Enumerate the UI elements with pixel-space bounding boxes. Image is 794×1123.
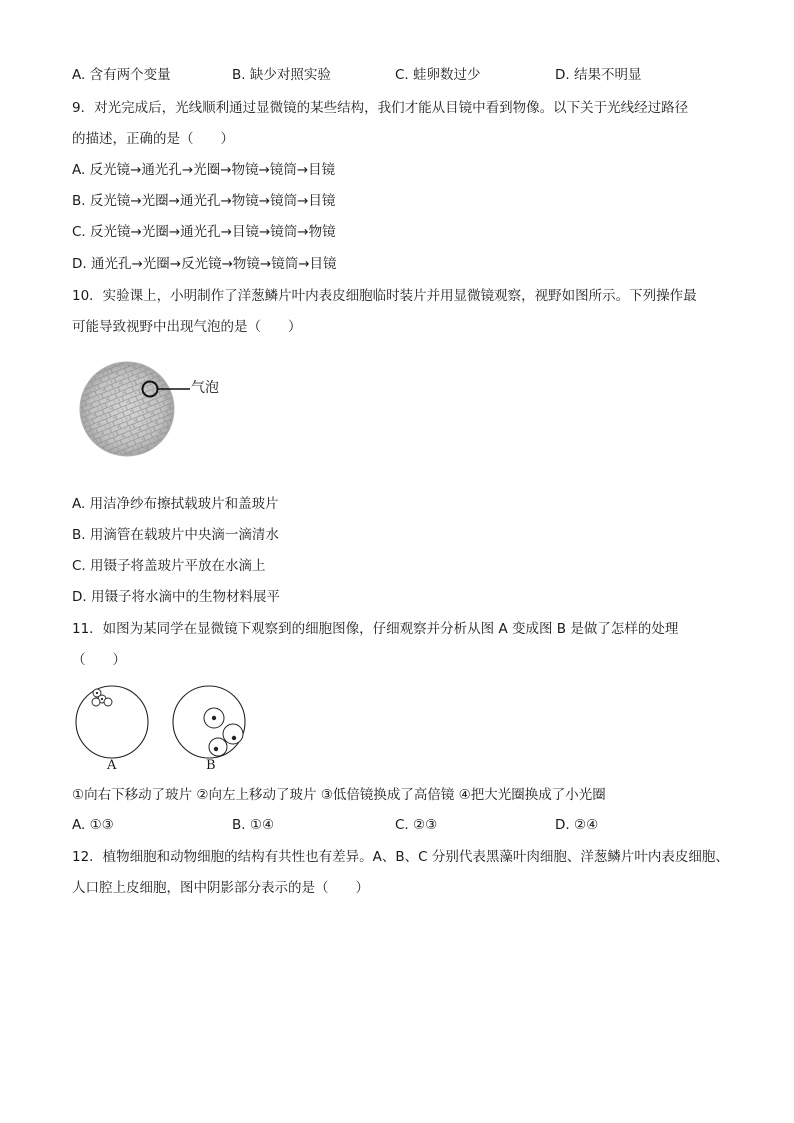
q11-option-c[interactable]: C. ②③	[395, 817, 438, 833]
q9-stem-line1: 9．对光完成后，光线顺利通过显微镜的某些结构，我们才能从目镜中看到物像。以下关于光线经过路径	[72, 100, 689, 116]
q8-option-b[interactable]: B. 缺少对照实验	[232, 67, 331, 83]
q11-stem-line1: 11．如图为某同学在显微镜下观察到的细胞图像，仔细观察并分析从图 A 变成图 B 是做了怎样的处理	[72, 621, 679, 637]
q8-option-c[interactable]: C. 蛙卵数过少	[395, 67, 481, 83]
q9-option-b[interactable]: B. 反光镜→光圈→通光孔→物镜→镜筒→目镜	[72, 193, 336, 209]
q11-option-a[interactable]: A. ①③	[72, 817, 114, 833]
fields-a-b	[72, 682, 262, 778]
q10-option-c[interactable]: C. 用镊子将盖玻片平放在水滴上	[72, 558, 266, 574]
q8-option-d[interactable]: D. 结果不明显	[555, 67, 642, 83]
q11-stem-line2: （ ）	[72, 652, 126, 668]
q9-option-d[interactable]: D. 通光孔→光圈→反光镜→物镜→镜筒→目镜	[72, 256, 337, 272]
onion-cell-microscope-figure	[78, 360, 248, 460]
q10-option-d[interactable]: D. 用镊子将水滴中的生物材料展平	[72, 589, 280, 605]
q11-option-d[interactable]: D. ②④	[555, 817, 599, 833]
q9-option-a[interactable]: A. 反光镜→通光孔→光圈→物镜→镜筒→目镜	[72, 162, 336, 178]
q10-stem-line1: 10．实验课上，小明制作了洋葱鳞片叶内表皮细胞临时装片并用显微镜观察，视野如图所示。下列操作最	[72, 288, 697, 304]
q12-stem-line2: 人口腔上皮细胞，图中阴影部分表示的是（ ）	[72, 880, 369, 896]
q12-stem-line1: 12．植物细胞和动物细胞的结构有共性也有差异。A、B、C 分别代表黑藻叶肉细胞、洋葱鳞片叶内表皮细胞、	[72, 849, 729, 865]
q8-option-a[interactable]: A. 含有两个变量	[72, 67, 171, 83]
q9-option-c[interactable]: C. 反光镜→光圈→通光孔→目镜→镜筒→物镜	[72, 224, 336, 240]
onion-cell-field-of-view	[78, 360, 248, 460]
field-a-circle	[76, 686, 148, 758]
bubble-label: 气泡	[191, 380, 219, 396]
q10-stem-line2: 可能导致视野中出现气泡的是（ ）	[72, 319, 302, 335]
q9-stem-line2: 的描述，正确的是（ ）	[72, 131, 234, 147]
q10-option-b[interactable]: B. 用滴管在载玻片中央滴一滴清水	[72, 527, 279, 543]
q10-option-a[interactable]: A. 用洁净纱布擦拭载玻片和盖玻片	[72, 496, 279, 512]
q11-option-b[interactable]: B. ①④	[232, 817, 275, 833]
field-a-label: A	[107, 758, 117, 773]
q11-statements: ①向右下移动了玻片 ②向左上移动了玻片 ③低倍镜换成了高倍镜 ④把大光圈换成了小光圈	[72, 787, 606, 803]
field-b-label: B	[206, 758, 216, 773]
microscope-comparison-figure	[72, 682, 262, 778]
